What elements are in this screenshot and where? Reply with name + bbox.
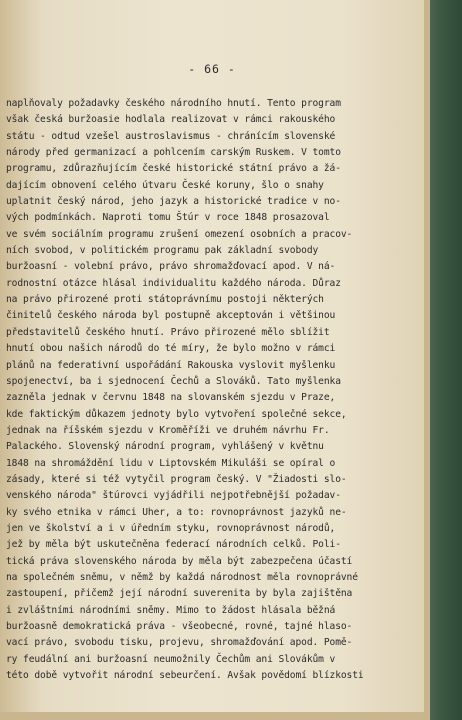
text-line: představitelů českého hnutí. Právo přirozené mělo sblížit bbox=[6, 326, 330, 338]
text-line: ry feudální ani buržoasní neumožnily Čechům ani Slovákům v bbox=[6, 653, 336, 665]
body-text bbox=[6, 96, 418, 684]
text-line: uplatnit český národ, jeho jazyk a historické tradice v no- bbox=[6, 196, 341, 208]
text-line: rodnostní otázce hlásal individualitu každého národa. Důraz bbox=[6, 277, 341, 289]
text-line: i zvláštními národními sněmy. Mimo to žádost hlásala běžná bbox=[6, 604, 336, 616]
text-line: plánů na federativní uspořádání Rakouska vyslovit myšlenku bbox=[6, 359, 336, 371]
text-line: na společném sněmu, v němž by každá národnost měla rovnoprávné bbox=[6, 571, 358, 583]
text-line: 1848 na shromáždění lidu v Liptovském Mikuláši se opíral o bbox=[6, 457, 336, 469]
text-line: naplňovaly požadavky českého národního hnutí. Tento program bbox=[6, 98, 341, 109]
text-line: této době vytvořit národní sebeurčení. Avšak povědomí blízkosti bbox=[6, 670, 364, 682]
text-line: ních svobod, v politickém programu pak základní svobody bbox=[6, 245, 319, 257]
text-line: buržoasní - volební právo, právo shromažďovací apod. V ná- bbox=[6, 261, 336, 273]
text-line: ve svém sociálním programu zrušení omezení osobních a pracov- bbox=[6, 228, 353, 240]
text-line: zastoupení, přičemž její národní suverenita by byla zajištěna bbox=[6, 588, 353, 600]
text-line: na právo přirozené proti státoprávnímu postoji některých bbox=[6, 294, 324, 306]
text-line: programu, zdůrazňujícím české historické státní právo a žá- bbox=[6, 163, 341, 175]
text-line: venského národa" štúrovci vyjádřili nejpotřebnější požadav- bbox=[6, 490, 341, 502]
text-line: ky svého etnika v rámci Uher, a to: rovnoprávnost jazyků ne- bbox=[6, 506, 347, 518]
text-line: Palackého. Slovenský národní program, vyhlášený v květnu bbox=[6, 441, 324, 453]
text-line: národy před germanizací a pohlcením carským Ruskem. V tomto bbox=[6, 147, 341, 159]
text-line: hnutí obou našich národů do té míry, že bylo možno v rámci bbox=[6, 343, 336, 355]
text-line: spojenectví, ba i sjednocení Čechů a Slováků. Tato myšlenka bbox=[6, 375, 341, 387]
text-line: vací právo, svobodu tisku, projevu, shromažďování apod. Pomě- bbox=[6, 637, 353, 649]
text-line: jen ve školství a i v úředním styku, rovnoprávnost národů, bbox=[6, 522, 336, 534]
text-line: kde faktickým důkazem jednoty bylo vytvoření společné sekce, bbox=[6, 408, 347, 420]
text-line: zazněla jednak v červnu 1848 na slovanském sjezdu v Praze, bbox=[6, 392, 336, 404]
page-number: - 66 - bbox=[188, 62, 236, 76]
text-line: tická práva slovenského národa by měla být zabezpečena účastí bbox=[6, 555, 353, 567]
text-line: zásady, které si též vytyčil program český. V "Žiadosti slo- bbox=[6, 473, 347, 485]
text-line: však česká buržoasie hodlala realizovat v rámci rakouského bbox=[6, 114, 336, 126]
text-line: jednak na říšském sjezdu v Kroměříži ve druhém návrhu Fr. bbox=[6, 424, 330, 436]
text-line: jež by měla být uskutečněna federací národních celků. Poli- bbox=[6, 539, 341, 551]
text-line: buržoasně demokratická práva - všeobecné, rovné, tajné hlaso- bbox=[6, 621, 353, 632]
text-line: státu - odtud vzešel austroslavismus - chránícím slovenské bbox=[6, 130, 336, 142]
text-line: dajícím obnovení celého útvaru České koruny, šlo o snahy bbox=[6, 179, 324, 191]
text-line: činitelů českého národa byl postupně akceptován i většinou bbox=[6, 310, 336, 322]
text-line: vých podmínkách. Naproti tomu Štúr v roce 1848 prosazoval bbox=[6, 212, 330, 224]
